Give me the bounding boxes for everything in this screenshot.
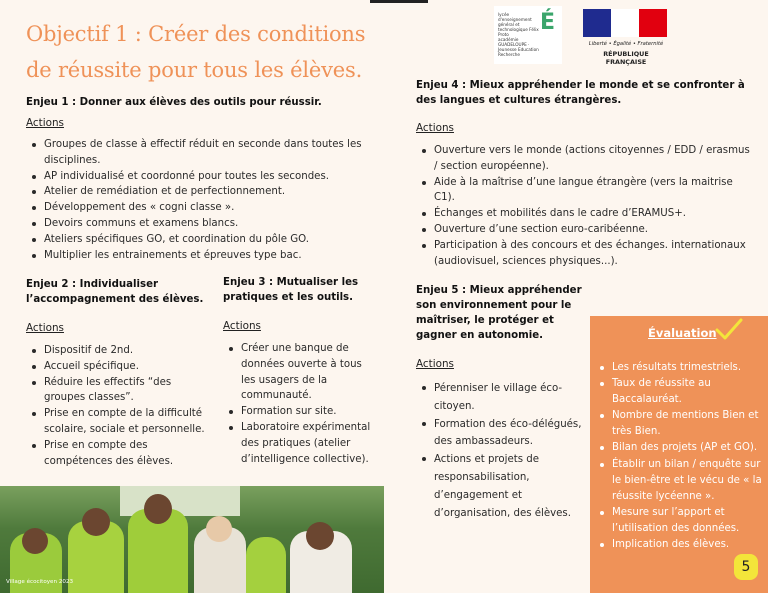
photo-head-3 xyxy=(144,494,172,524)
photo-head-1 xyxy=(22,528,48,554)
enjeu4-actions-label: Actions xyxy=(416,122,454,134)
page-title-line2: de réussite pour tous les élèves. xyxy=(26,58,363,82)
enjeu1-item: AP individualisé et coordonné pour toutes les secondes. xyxy=(30,169,370,185)
enjeu4-item: Ouverture vers le monde (actions citoyennes / EDD / erasmus / section européenne). xyxy=(420,143,750,175)
enjeu1-item: Devoirs communs et examens blancs. xyxy=(30,216,370,232)
photo-caption: Village écocitoyen 2023 xyxy=(6,579,74,585)
evaluation-panel xyxy=(590,316,768,593)
evaluation-title: Évaluation xyxy=(648,326,717,340)
evaluation-item: Les résultats trimestriels. xyxy=(598,360,766,376)
republique-francaise-logo xyxy=(580,6,670,64)
enjeu2-heading: Enjeu 2 : Individualiser l’accompagnement des élèves. xyxy=(26,279,204,305)
enjeu2-item: Prise en compte de la difficulté scolaire, sociale et personnelle. xyxy=(30,406,210,438)
rf-motto: Liberté • Égalité • Fraternité xyxy=(588,41,664,47)
enjeu5-item: Formation des éco-délégués, des ambassadeurs. xyxy=(420,416,584,452)
enjeu2-item: Réduire les effectifs “des groupes classes”. xyxy=(30,375,210,407)
enjeu4-heading: Enjeu 4 : Mieux appréhender le monde et se confronter à des langues et cultures étrangères. xyxy=(416,80,745,106)
checkmark-icon xyxy=(714,316,744,344)
rf-name: RÉPUBLIQUE FRANÇAISE xyxy=(603,50,649,66)
photo-head-6 xyxy=(306,522,334,550)
photo-person-5 xyxy=(246,537,286,593)
lycee-logo xyxy=(494,6,562,64)
enjeu3-item: Laboratoire expérimental des pratiques (atelier d’intelligence collective). xyxy=(227,420,379,467)
enjeu5-item: Actions et projets de responsabilisation, d’engagement et d’organisation, des élèves. xyxy=(420,451,584,522)
evaluation-list xyxy=(598,360,766,553)
enjeu5-actions-label: Actions xyxy=(416,358,454,370)
photo-head-2 xyxy=(82,508,110,536)
enjeu4-item: Ouverture d’une section euro-caribéenne. xyxy=(420,222,750,238)
enjeu1-heading: Enjeu 1 : Donner aux élèves des outils pour réussir. xyxy=(26,97,322,108)
page-title-line1: Objectif 1 : Créer des conditions xyxy=(26,22,366,46)
enjeu2-item: Dispositif de 2nd. xyxy=(30,343,210,359)
enjeu3-item: Formation sur site. xyxy=(227,404,379,420)
enjeu4-item: Échanges et mobilités dans le cadre d’ERAMUS+. xyxy=(420,206,750,222)
enjeu3-actions-label: Actions xyxy=(223,320,261,332)
marianne-flag-icon xyxy=(583,9,667,37)
enjeu2-actions-label: Actions xyxy=(26,322,64,334)
page-number-badge: 5 xyxy=(734,554,758,580)
enjeu1-item: Développement des « cogni classe ». xyxy=(30,200,370,216)
evaluation-item: Nombre de mentions Bien et très Bien. xyxy=(598,408,766,440)
enjeu1-list xyxy=(30,137,370,263)
enjeu5-heading: Enjeu 5 : Mieux appréhender son environnement pour le maîtriser, le protéger et gagner en autonomie. xyxy=(416,285,582,341)
evaluation-item: Implication des élèves. xyxy=(598,537,766,553)
enjeu1-item: Multiplier les entrainements et épreuves type bac. xyxy=(30,248,370,264)
enjeu2-item: Accueil spécifique. xyxy=(30,359,210,375)
lycee-logo-text: lycée d'enseignement général et technologique Félix Proto académie GUADELOUPE · Jeunesse Education Recherche xyxy=(498,12,539,57)
evaluation-item: Établir un bilan / enquête sur le bien-être et le vécu de « la réussite lycéenne ». xyxy=(598,457,766,505)
evaluation-item: Bilan des projets (AP et GO). xyxy=(598,440,766,456)
photo-head-4 xyxy=(206,516,232,542)
enjeu1-item: Atelier de remédiation et de perfectionnement. xyxy=(30,184,370,200)
enjeu3-list xyxy=(227,341,379,467)
enjeu5-list xyxy=(420,380,584,522)
enjeu3-item: Créer une banque de données ouverte à tous les usagers de la communauté. xyxy=(227,341,379,404)
enjeu3-heading: Enjeu 3 : Mutualiser les pratiques et les outils. xyxy=(223,277,359,303)
enjeu4-list xyxy=(420,143,750,269)
evaluation-item: Taux de réussite au Baccalauréat. xyxy=(598,376,766,408)
enjeu4-item: Participation à des concours et des échanges. internationaux (audiovisuel, sciences physiques...). xyxy=(420,238,750,270)
lycee-logo-mark: É xyxy=(540,10,556,35)
enjeu1-actions-label: Actions xyxy=(26,117,64,129)
enjeu5-item: Pérenniser le village éco-citoyen. xyxy=(420,380,584,416)
enjeu4-item: Aide à la maîtrise d’une langue étrangère (vers la maitrise C1). xyxy=(420,175,750,207)
village-ecocitoyen-photo xyxy=(0,486,384,593)
enjeu2-item: Prise en compte des compétences des élèves. xyxy=(30,438,210,470)
top-bar-decoration xyxy=(370,0,428,3)
evaluation-item: Mesure sur l’apport et l’utilisation des données. xyxy=(598,505,766,537)
enjeu1-item: Groupes de classe à effectif réduit en seconde dans toutes les disciplines. xyxy=(30,137,370,169)
enjeu1-item: Ateliers spécifiques GO, et coordination du pôle GO. xyxy=(30,232,370,248)
enjeu2-list xyxy=(30,343,210,469)
